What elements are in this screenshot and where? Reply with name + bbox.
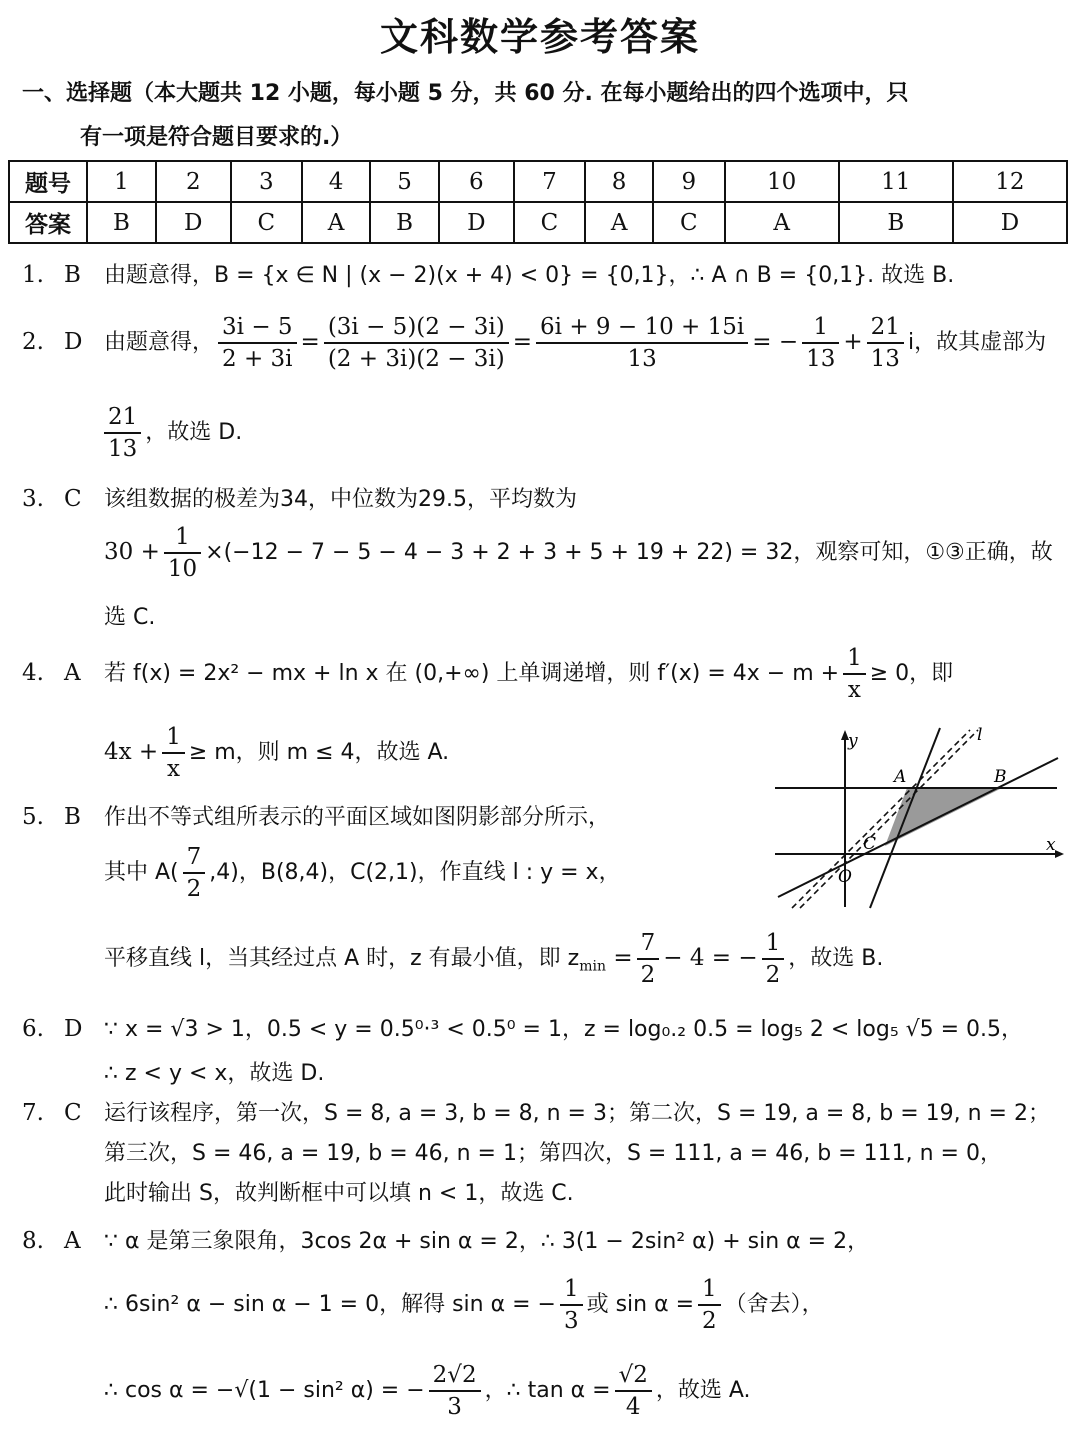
fraction: $\frac{√2}{4}$ (615, 1360, 652, 1422)
q-number: 9 (653, 161, 725, 202)
solution-4-line2: 4x + $\frac{1}{x}$ ≥ m，则 m ≤ 4，故选 A. (104, 724, 450, 782)
solution-answer: B (64, 262, 81, 288)
fraction: $\frac{1}{13}$ (802, 312, 839, 374)
solution-answer: A (64, 1228, 81, 1254)
q-number: 11 (839, 161, 953, 202)
feasible-region-figure (770, 722, 1065, 912)
solution-text: 由题意得，B = {x ∈ N | (x − 2)(x + 4) < 0} = {0,1}，∴ A ∩ B = {0,1}. 故选 B. (104, 263, 955, 288)
solution-number: 5. (22, 804, 44, 830)
point-c-label: C (863, 834, 877, 854)
fraction: $\frac{3i - 5}{2 + 3i}$ (218, 312, 297, 374)
q-answer: B (839, 202, 953, 243)
origin-label: O (838, 867, 852, 887)
q-number: 3 (231, 161, 303, 202)
solution-answer: B (64, 804, 81, 830)
fraction: $\frac{7}{2}$ (637, 928, 660, 990)
solution-8-line3: ∴ cos α = −√(1 − sin² α) = − $\frac{2√2}{3}$ ，∴ tan α = $\frac{√2}{4}$ ，故选 A. (104, 1362, 751, 1420)
q-answer: A (302, 202, 370, 243)
section-heading-line2: 有一项是符合题目要求的.） (80, 125, 353, 150)
point-a-label: A (894, 767, 907, 787)
fraction: $\frac{1}{x}$ (162, 722, 185, 784)
solution-text: 若 f(x) = 2x² − mx + ln x 在 (0,+∞) 上单调递增，则 f′(x) = 4x − m + (104, 661, 840, 686)
x-axis-arrow (1055, 850, 1064, 858)
solution-answer: A (64, 660, 81, 686)
q-number: 6 (439, 161, 514, 202)
solution-text: ，故选 D. (145, 420, 243, 445)
q-number: 1 (87, 161, 156, 202)
q-answer: B (370, 202, 439, 243)
solution-answer: D (64, 329, 83, 355)
solution-7-line3: 此时输出 S，故判断框中可以填 n < 1，故选 C. (104, 1181, 574, 1206)
solution-6-line2: ∴ z < y < x，故选 D. (104, 1061, 325, 1086)
q-number: 4 (302, 161, 370, 202)
solution-number: 7. (22, 1100, 44, 1126)
q-number: 2 (156, 161, 231, 202)
q-number: 10 (725, 161, 839, 202)
solution-8 (22, 1224, 869, 1255)
header-question-number: 题号 (9, 161, 87, 202)
line-l-label: l (977, 725, 983, 745)
x-label: x (1046, 835, 1056, 855)
fraction: $\frac{1}{x}$ (843, 643, 866, 705)
q-number: 5 (370, 161, 439, 202)
solution-5-line3: 平移直线 l，当其经过点 A 时，z 有最小值，即 $z_{min}$ = $\frac{7}{2}$ − 4 = − $\frac{1}{2}$ ，故选 B. (104, 930, 884, 988)
y-label: y (848, 731, 858, 751)
solution-2: 2. D 由题意得， $\frac{3i - 5}{2 + 3i}$ = $\frac{(3i - 5)(2 - 3i)}{(2 + 3i)(2 - 3i)}$ = $\frac{6i + 9 - 10 + 15i}{13}$ = − $\frac{1}{13}$ + $\frac{21}{13}$ i，故其虚部为 (22, 314, 1047, 372)
q-number: 7 (514, 161, 586, 202)
solution-3-line3: 选 C. (104, 605, 156, 630)
section-heading-line1: 一、选择题（本大题共 12 小题，每小题 5 分，共 60 分. 在每小题给出的四个选项中，只 (22, 81, 909, 106)
solution-1 (22, 258, 954, 289)
solution-3 (22, 482, 577, 513)
solution-number: 2. (22, 329, 44, 355)
solution-number: 6. (22, 1016, 44, 1042)
solution-8-line2: ∴ 6sin² α − sin α − 1 = 0，解得 sin α = − $\frac{1}{3}$ 或 sin α = $\frac{1}{2}$ （舍去）， (104, 1276, 824, 1334)
answer-table (8, 160, 1068, 244)
page-title: 文科数学参考答案 (379, 15, 700, 59)
q-answer: A (725, 202, 839, 243)
solution-text: 由题意得， (104, 330, 215, 355)
q-answer: B (87, 202, 156, 243)
q-number: 12 (953, 161, 1067, 202)
solution-number: 4. (22, 660, 44, 686)
solution-7 (22, 1096, 1050, 1127)
answer-table-answer-row (9, 202, 1067, 243)
fraction: $\frac{(3i - 5)(2 - 3i)}{(2 + 3i)(2 - 3i)}$ (324, 312, 509, 374)
fraction: $\frac{1}{2}$ (762, 928, 785, 990)
solution-3-line2: 30 + $\frac{1}{10}$ ×(−12 − 7 − 5 − 4 − 3 + 2 + 3 + 5 + 19 + 22) = 32，观察可知，①③正确，故 (104, 524, 1053, 582)
solution-6 (22, 1012, 1023, 1043)
solution-4: 4. A 若 f(x) = 2x² − mx + ln x 在 (0,+∞) 上单调递增，则 f′(x) = 4x − m + $\frac{1}{x}$ ≥ 0，即 (22, 645, 954, 703)
q-answer: D (953, 202, 1067, 243)
solution-7-line2: 第三次，S = 46, a = 19, b = 46, n = 1；第四次，S = 111, a = 46, b = 111, n = 0， (104, 1141, 1002, 1166)
solution-5 (22, 800, 610, 831)
fraction: $\frac{1}{2}$ (698, 1274, 721, 1336)
line-l-shift-dashed (800, 730, 978, 908)
fraction: $\frac{1}{3}$ (560, 1274, 583, 1336)
solution-text: ∵ α 是第三象限角，3cos 2α + sin α = 2，∴ 3(1 − 2sin² α) + sin α = 2， (104, 1229, 870, 1254)
solution-2-cont (100, 402, 242, 464)
solution-text: ×(−12 − 7 − 5 − 4 − 3 + 2 + 3 + 5 + 19 + 22) = 32，观察可知，①③正确，故 (205, 540, 1053, 565)
fraction: $\frac{2√2}{3}$ (429, 1360, 481, 1422)
q-number: 8 (585, 161, 653, 202)
q-answer: A (585, 202, 653, 243)
q-answer: D (156, 202, 231, 243)
solution-number: 1. (22, 262, 44, 288)
shaded-region (885, 788, 1002, 846)
answer-table-number-row (9, 161, 1067, 202)
q-answer: C (514, 202, 586, 243)
solution-text: i，故其虚部为 (907, 330, 1047, 355)
line-ob (778, 758, 1058, 897)
fraction: $\frac{7}{2}$ (183, 842, 206, 904)
point-b-label: B (994, 767, 1007, 787)
solution-5-line2: 其中 A( $\frac{7}{2}$ ,4)，B(8,4)，C(2,1)，作直线 l : y = x， (104, 844, 621, 902)
solution-number: 3. (22, 486, 44, 512)
fraction: $\frac{21}{13}$ (104, 402, 141, 464)
solution-number: 8. (22, 1228, 44, 1254)
fraction: $\frac{6i + 9 - 10 + 15i}{13}$ (536, 312, 748, 374)
q-answer: D (439, 202, 514, 243)
solution-answer: D (64, 1016, 83, 1042)
solution-text: ∵ x = √3 > 1，0.5 < y = 0.5⁰·³ < 0.5⁰ = 1，z = log₀.₂ 0.5 = log₅ 2 < log₅ √5 = 0.5， (104, 1017, 1024, 1042)
solution-answer: C (64, 1100, 82, 1126)
fraction: $\frac{21}{13}$ (867, 312, 904, 374)
solution-text: 作出不等式组所表示的平面区域如图阴影部分所示， (104, 805, 611, 830)
q-answer: C (231, 202, 303, 243)
solution-text: 运行该程序，第一次，S = 8, a = 3, b = 8, n = 3；第二次，S = 19, a = 8, b = 19, n = 2； (104, 1101, 1050, 1126)
header-answer: 答案 (9, 202, 87, 243)
fraction: $\frac{1}{10}$ (164, 522, 201, 584)
solution-answer: C (64, 486, 82, 512)
solution-text: 该组数据的极差为34，中位数为29.5，平均数为 (104, 487, 577, 512)
q-answer: C (653, 202, 725, 243)
